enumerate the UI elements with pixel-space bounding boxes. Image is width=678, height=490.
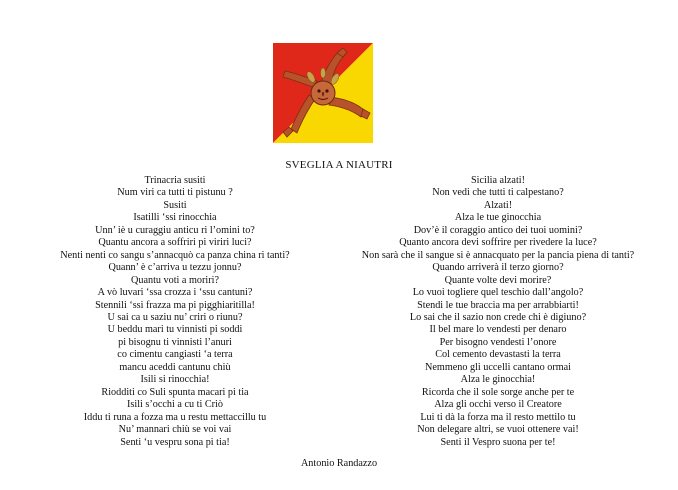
sicilian-poem-line: Num viri ca tutti ti pistunu ? xyxy=(117,187,233,199)
italian-poem-line: Dov’è il coraggio antico dei tuoi uomini? xyxy=(413,224,583,236)
sicilian-poem-line: Quantu ancora a soffriri pi viriri luci? xyxy=(98,237,252,249)
italian-poem-line: Senti il Vespro suona per te! xyxy=(440,436,556,448)
author-name: Antonio Randazzo xyxy=(300,458,378,469)
sicilian-poem-line: pi bisognu ti vinnisti l’anuri xyxy=(118,336,232,348)
sicilian-poem-line: Nenti nenti co sangu s’annacquò ca panza china ri tanti? xyxy=(60,249,290,261)
italian-poem-line: Quando arriverà il terzo giorno? xyxy=(432,262,564,274)
italian-poem-line: Per bisogno vendesti l’onore xyxy=(439,336,557,348)
italian-poem-line: Col cemento devastasti la terra xyxy=(435,349,561,361)
sicilian-poem-line: Riodditi co Suli spunta macari pi tia xyxy=(101,386,249,398)
sicilian-poem-line: Susiti xyxy=(163,199,187,211)
sicilian-poem-column xyxy=(10,175,340,449)
sicilian-poem-line: Unn’ iè u curaggiu anticu ri l’omini to? xyxy=(95,224,255,236)
sicilian-poem-line: Trinacria susiti xyxy=(144,175,206,186)
sicilian-poem-line: Quantu voti a moriri? xyxy=(131,274,219,286)
italian-poem-line: Stendi le tue braccia ma per arrabbiarti! xyxy=(417,299,579,311)
sicilian-poem-line: Stennili ‘ssi frazza ma pi pigghiaritilla! xyxy=(95,299,255,311)
italian-poem-line: Nemmeno gli uccelli cantano ormai xyxy=(425,361,571,373)
italian-poem-line: Alza le ginocchia! xyxy=(460,374,536,386)
italian-poem-line: Quanto ancora devi soffrire per rivedere la luce? xyxy=(399,237,597,249)
italian-poem-line: Alza gli occhi verso il Creatore xyxy=(434,399,562,411)
italian-poem-line: Ricorda che il sole sorge anche per te xyxy=(421,386,575,398)
sicilian-poem-line: Iddu ti runa a fozza ma u restu mettaccillu tu xyxy=(83,411,267,423)
trinacria-flag-image xyxy=(273,43,373,143)
italian-poem-line: Non sarà che il sangue si è annacquato per la pancia piena di tanti? xyxy=(361,249,635,261)
sicilian-poem-line: mancu aceddi cantunu chiù xyxy=(119,361,231,373)
sicilian-poem-line: Quann’ è c’arriva u tezzu jonnu? xyxy=(108,262,242,274)
sicilian-poem-line: Isili s’occhi a cu ti Criò xyxy=(127,399,223,411)
italian-poem-line: Lo vuoi togliere quel teschio dall’angolo? xyxy=(412,287,584,299)
sicilian-poem-line: co cimentu cangiasti ‘a terra xyxy=(117,349,233,361)
italian-poem-line: Quante volte devi morire? xyxy=(444,274,552,286)
italian-poem-line: Sicilia alzati! xyxy=(470,175,526,186)
sicilian-poem-line: U sai ca u saziu nu’ criri o riunu? xyxy=(107,311,243,323)
sicilian-poem-line: U beddu mari tu vinnisti pi soddi xyxy=(107,324,243,336)
sicilian-poem-line: Isili si rinocchia! xyxy=(140,374,210,386)
sicilian-poem-line: Nu’ mannari chiù se voi vai xyxy=(118,424,232,436)
italian-poem-line: Non vedi che tutti ti calpestano? xyxy=(432,187,564,199)
sicilian-poem-line: Senti ‘u vespru sona pi tia! xyxy=(120,436,230,448)
italian-poem-line: Non delegare altri, se vuoi ottenere vai! xyxy=(417,424,579,436)
poem-title: SVEGLIA A NIAUTRI xyxy=(285,159,393,171)
sicilian-poem-line: Isatilli ‘ssi rinocchia xyxy=(133,212,217,224)
italian-poem-line: Il bel mare lo vendesti per denaro xyxy=(429,324,567,336)
italian-poem-line: Lui ti dà la forza ma il resto mettilo tu xyxy=(420,411,576,423)
sicilian-poem-line: A vò luvari ‘ssa crozza i ‘ssu cantuni? xyxy=(97,287,253,299)
italian-poem-line: Alza le tue ginocchia xyxy=(454,212,542,224)
italian-poem-column xyxy=(333,175,663,449)
italian-poem-line: Alzati! xyxy=(483,199,513,211)
italian-poem-line: Lo sai che il sazio non crede chi è digiuno? xyxy=(409,311,587,323)
